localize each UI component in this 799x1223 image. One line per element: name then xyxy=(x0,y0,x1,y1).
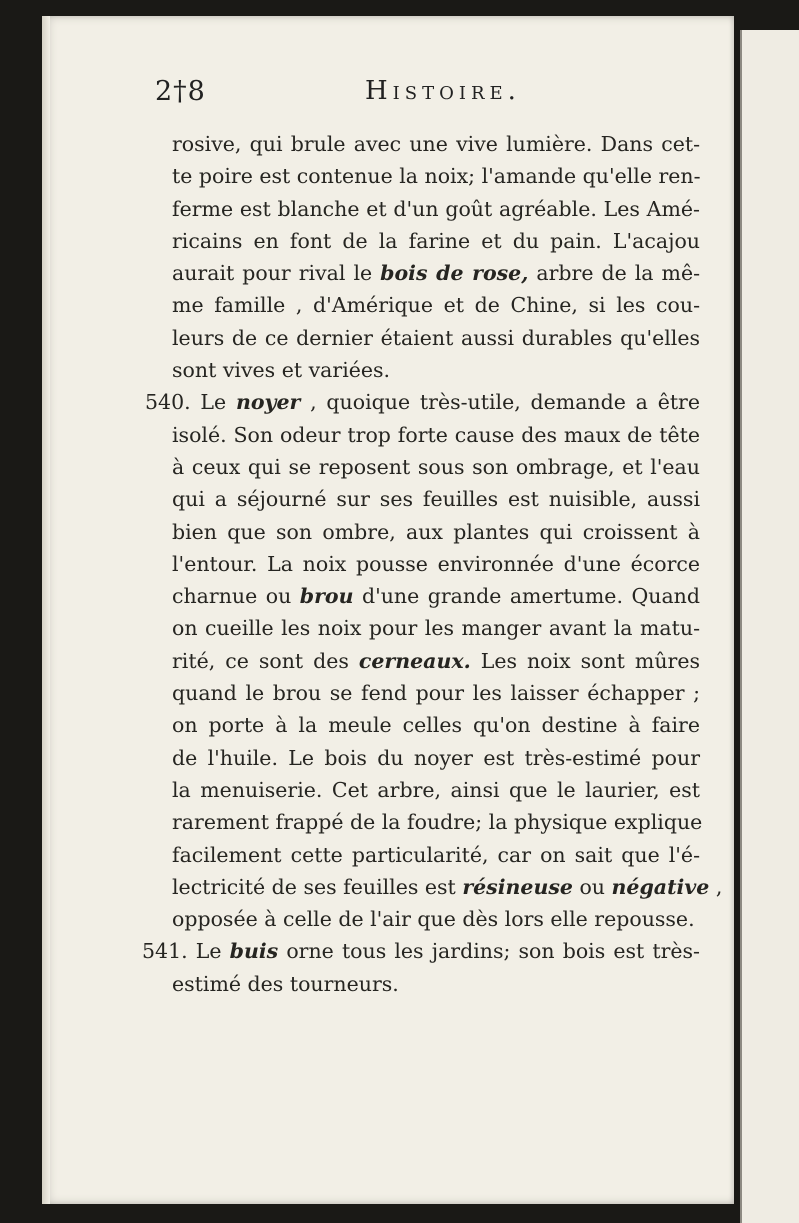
page-number: 2†8 xyxy=(155,76,206,107)
text-span: 541. Le xyxy=(142,939,230,964)
text-span: Les noix sont mûres xyxy=(470,648,700,673)
text-span: , xyxy=(709,874,723,899)
text-span: à ceux qui se reposent sous son ombrage, et l'eau xyxy=(172,454,700,479)
text-span: ricains en font de la farine et du pain. L'acajou xyxy=(172,228,700,253)
text-span: rosive, qui brule avec une vive lumière. Dans cet- xyxy=(172,132,700,156)
page-gutter-shadow xyxy=(42,16,50,1204)
body-text xyxy=(142,128,723,1000)
text-span: on cueille les noix pour les manger avant la matu- xyxy=(172,616,700,641)
text-span: ou xyxy=(572,874,612,899)
page-header xyxy=(155,76,695,112)
text-span: 540. Le xyxy=(145,390,236,415)
text-span: rité, ce sont des xyxy=(172,648,359,673)
text-span: l'entour. La noix pousse environnée d'une écorce xyxy=(172,551,700,576)
text-line xyxy=(172,225,700,257)
text-line xyxy=(172,612,700,644)
italic-term: négative xyxy=(611,874,710,899)
text-line xyxy=(172,289,700,321)
italic-term: noyer xyxy=(235,390,301,415)
text-span: charnue ou xyxy=(172,584,300,609)
text-span: arbre de la mê- xyxy=(528,261,701,286)
text-line xyxy=(172,483,700,515)
text-span: qui a séjourné sur ses feuilles est nuisible, aussi xyxy=(172,487,700,512)
text-span: quand le brou se fend pour les laisser échapper ; xyxy=(172,681,700,706)
adjacent-page-edge xyxy=(740,30,799,1223)
text-span: sont vives et variées. xyxy=(172,358,391,383)
text-span: , quoique très-utile, demande a être xyxy=(300,390,700,415)
text-span: d'une grande amertume. Quand xyxy=(353,584,700,609)
text-span: on porte à la meule celles qu'on destine à faire xyxy=(172,713,700,738)
text-span: estimé des tourneurs. xyxy=(172,971,399,996)
text-line xyxy=(172,548,700,580)
text-span: bien que son ombre, aux plantes qui croissent à xyxy=(172,519,700,544)
text-line xyxy=(172,354,700,386)
text-line xyxy=(172,322,700,354)
text-span: facilement cette particularité, car on sait que l'é- xyxy=(172,842,700,867)
text-line xyxy=(172,742,700,774)
text-span: isolé. Son odeur trop forte cause des maux de tête xyxy=(172,422,700,447)
text-line xyxy=(172,806,703,838)
text-span: orne tous les jardins; son bois est très- xyxy=(278,939,700,964)
text-span: opposée à celle de l'air que dès lors elle repousse. xyxy=(172,907,695,932)
running-title: Histoire. xyxy=(365,76,521,106)
text-line xyxy=(172,580,700,612)
paragraph-start-line xyxy=(142,935,700,967)
text-line xyxy=(172,516,700,548)
text-span: me famille , d'Amérique et de Chine, si les cou- xyxy=(172,293,700,318)
text-line xyxy=(172,871,723,903)
text-line xyxy=(172,709,700,741)
text-span: ferme est blanche et d'un goût agréable. Les Amé- xyxy=(172,196,700,221)
text-line xyxy=(172,677,700,709)
text-span: la menuiserie. Cet arbre, ainsi que le laurier, est xyxy=(172,777,700,802)
text-line xyxy=(172,968,700,1000)
italic-term: résineuse xyxy=(462,874,573,899)
text-line xyxy=(172,645,700,677)
text-span: te poire est contenue la noix; l'amande qu'elle ren- xyxy=(172,164,701,189)
text-span: lectricité de ses feuilles est xyxy=(172,874,463,899)
text-line xyxy=(172,903,700,935)
text-line xyxy=(172,451,700,483)
italic-term: buis xyxy=(229,939,279,964)
text-span: aurait pour rival le xyxy=(172,261,381,286)
text-line xyxy=(172,419,700,451)
text-line xyxy=(172,774,700,806)
text-line xyxy=(172,257,700,289)
text-span: de l'huile. Le bois du noyer est très-estimé pour xyxy=(172,745,700,770)
text-line xyxy=(172,839,700,871)
italic-term: brou xyxy=(299,584,354,609)
text-line xyxy=(172,128,700,160)
text-span: leurs de ce dernier étaient aussi durables qu'elles xyxy=(172,325,700,350)
text-line xyxy=(172,193,700,225)
italic-term: cerneaux. xyxy=(358,648,471,673)
paragraph-start-line xyxy=(145,386,700,418)
text-line xyxy=(172,160,700,192)
text-span: rarement frappé de la foudre; la physique explique xyxy=(172,810,703,835)
italic-term: bois de rose, xyxy=(380,261,529,286)
